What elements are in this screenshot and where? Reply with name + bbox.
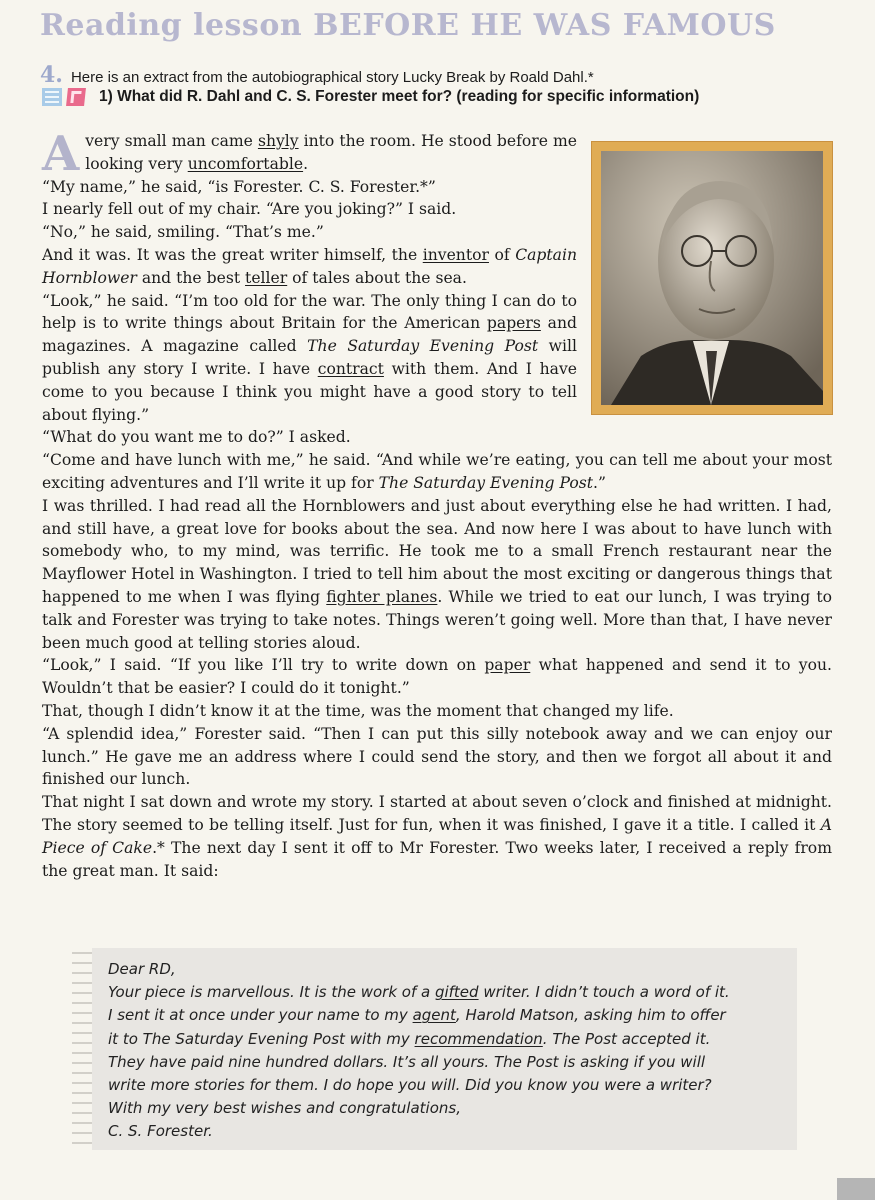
text-span: And it was. It was the great writer himself, the [42,245,423,264]
magazine-title: The Saturday Evening Post [378,473,593,492]
magazine-title: The Saturday Evening Post [307,337,539,356]
text-span: . [542,1029,553,1048]
vocab-word: shyly [257,132,299,150]
text-span: “Look,” I said. “If you like I’ll try to write down on [42,656,485,675]
text-span: and the best [136,268,246,287]
story-paragraph [42,495,832,655]
story-paragraph [42,791,832,882]
task-intro [40,62,594,88]
story-paragraph [42,290,577,427]
question-line [42,88,699,106]
text-span: , Harold Matson, asking him to offer [455,1006,726,1025]
text-span: with them. And I have come to you because I think you might have a good story to tell about flying.” [42,359,577,424]
book-icon [66,88,86,106]
letter-line [108,1028,798,1051]
text-span: They have paid nine hundred dollars. It’s all yours. [108,1052,494,1071]
magazine-title: The Saturday Evening Post [142,1029,345,1048]
text-span: accepted it. [616,1029,711,1048]
vocab-word: paper [484,656,531,675]
text-span: . While we tried to eat our lunch, I was trying to talk and Forester was trying to take notes. Things weren’t going well. More than that, I have never been much good at telling stories aloud. [42,587,832,652]
story-paragraph: I nearly fell out of my chair. “Are you joking?” I said. [42,200,457,219]
vocab-word: contract [317,359,384,378]
story-paragraph: “A splendid idea,” Forester said. “Then I can put this silly notebook away and we can enjoy our lunch.” He gave me an address where I could send the story, and then we forgot all about it and finished our lunch. [42,724,832,789]
magazine-title: The Post [493,1052,559,1071]
book-title: Captain Hornblower [42,245,577,287]
text-span: of tales about the sea. [287,268,467,287]
story-text [42,126,832,882]
letter-signature: C. S. Forester. [108,1122,213,1141]
text-span: That night I sat down and wrote my story. I started at about seven o’clock and finished at midnight. The story seemed to be telling itself. Just for fun, when it was finished, I gave it a title. I called it [42,793,832,834]
magazine-title: The Post [552,1029,617,1048]
text-span: what happened and send it to you. Wouldn’t that be easier? I could do it tonight.” [42,656,832,698]
page-title: Reading lesson BEFORE HE WAS FAMOUS [40,8,776,43]
notebook-spiral [72,948,94,1150]
text-span: “Look,” he said. “I’m too old for the war. The only thing I can do to help is to write things about Britain for the American [42,291,577,333]
task-number: 4. [40,62,63,88]
task-text: Here is an extract from the autobiographical story Lucky Break by Roald Dahl.* [70,69,594,86]
text-span: I was thrilled. I had read all the Hornblowers and just about everything else he had written. I had, and still have, a great love for books about the sea. And now here I was about to have lunch with somebody who, to my mind, was terrific. He took me to a small French restaurant near the Mayflower Hotel in Washington. I tried to tell him about the most exciting or dangerous things that happened to me when I was flying [42,496,832,606]
story-paragraph [42,654,832,700]
text-span: and magazines. A magazine called [42,314,577,356]
story-paragraph [42,126,577,182]
drop-cap: A [42,126,80,182]
text-span: will publish any story I write. I have [42,337,577,378]
text-span: of [488,245,516,264]
letter-greeting: Dear RD, [108,960,176,978]
vocab-word: inventor [422,245,489,264]
lines-icon [42,88,62,106]
letter-line: write more stories for them. I do hope you will. Did you know you were a writer? [108,1076,712,1095]
text-span: I sent it at once under your name to my [108,1006,413,1025]
vocab-word: recommendation [414,1029,543,1048]
text-span: Your piece is marvellous. It is the work of a [108,983,435,1002]
text-span: .* The next day I sent it off to Mr Forester. Two weeks later, I received a reply from the great man. It said: [42,838,832,880]
forester-letter [108,958,798,1144]
vocab-word: papers [486,314,541,333]
text-span: .” [593,473,606,492]
letter-line [108,1051,798,1074]
vocab-word: agent [412,1006,456,1025]
letter-line [108,1004,798,1027]
vocab-word: teller [245,268,288,287]
letter-line: With my very best wishes and congratulations, [108,1099,461,1118]
story-paragraph [42,449,832,495]
page-corner-tab [837,1178,875,1200]
text-span: is asking if you will [558,1052,706,1071]
text-span: it to [108,1029,143,1048]
vocab-word: fighter planes [326,587,438,606]
text-span: . [303,154,309,173]
text-span: writer. I didn’t touch a word of it. [478,983,730,1002]
letter-line [108,981,798,1004]
question-text: 1) What did R. Dahl and C. S. Forester meet for? (reading for specific information) [99,88,700,105]
story-paragraph: “My name,” he said, “is Forester. C. S. Forester.*” [42,177,436,196]
story-paragraph: “What do you want me to do?” I asked. [42,428,351,447]
story-title: A Piece of Cake [42,815,832,857]
story-paragraph [42,244,577,290]
vocab-word: uncomfortable [187,154,304,173]
text-span: into the room. He stood before me looking very [85,132,577,173]
story-paragraph: That, though I didn’t know it at the time, was the moment that changed my life. [42,701,674,720]
text-span: with my [344,1029,415,1048]
text-span: “Come and have lunch with me,” he said. “And while we’re eating, you can tell me about your most exciting adventures and I’ll write it up for [42,451,832,492]
story-paragraph: “No,” he said, smiling. “That’s me.” [42,223,324,242]
vocab-word: gifted [434,983,479,1002]
text-span: very small man came [85,132,258,150]
